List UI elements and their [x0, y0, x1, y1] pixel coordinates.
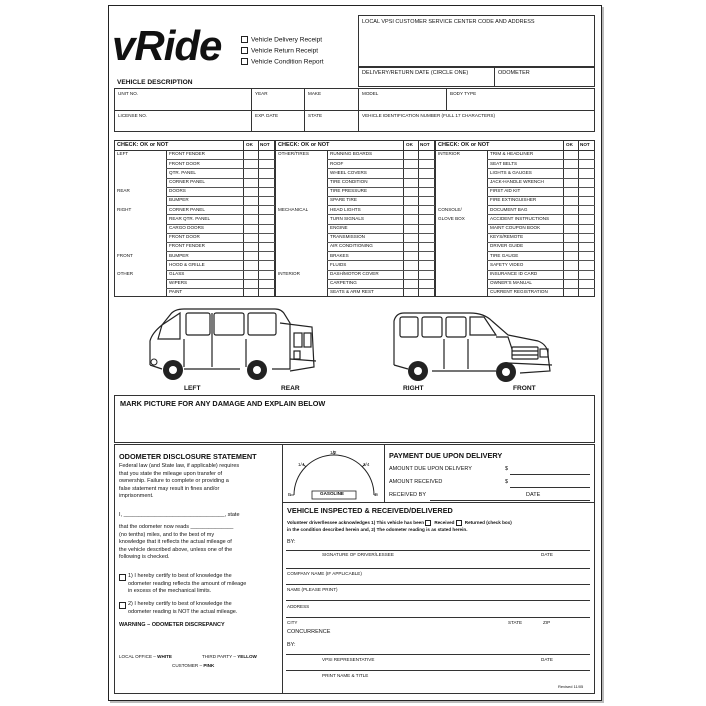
driver-date-label: DATE — [541, 552, 553, 557]
van-left-rear-drawing — [140, 303, 320, 385]
checklist-item: ROOF — [330, 160, 344, 166]
unit-no-field[interactable]: UNIT NO. — [118, 91, 139, 96]
checklist-item: AIR CONDITIONING — [330, 243, 373, 249]
not-cell[interactable] — [578, 288, 595, 297]
ok-cell[interactable] — [563, 251, 578, 260]
text-line: knowledge that it reflects the actual mileage of — [119, 539, 232, 546]
option-label: Vehicle Return Receipt — [251, 47, 319, 55]
checklist-item: FIRST AID KIT — [490, 188, 521, 194]
inspected-title: VEHICLE INSPECTED & RECEIVED/DELIVERED — [287, 506, 453, 515]
ok-cell[interactable] — [563, 270, 578, 279]
odometer-label: ODOMETER — [498, 70, 530, 76]
checklist-item: TIRE CONDITION — [330, 178, 368, 184]
copy-label: CUSTOMER – — [172, 663, 203, 668]
not-cell[interactable] — [418, 224, 435, 233]
text-line: imprisonment. — [119, 493, 154, 500]
checklist-item: FRONT FENDER — [169, 151, 205, 157]
checklist-item: SEAT BELTS — [490, 160, 518, 166]
payment-title: PAYMENT DUE UPON DELIVERY — [389, 451, 503, 460]
ok-cell[interactable] — [563, 178, 578, 187]
not-cell[interactable] — [578, 260, 595, 269]
checklist-item: TRANSMISSION — [330, 234, 365, 240]
not-cell[interactable] — [418, 187, 435, 196]
checklist-group: CONSOLE/ — [438, 206, 462, 212]
ok-cell[interactable] — [403, 288, 418, 297]
received-checkbox[interactable] — [425, 520, 431, 526]
not-cell[interactable] — [578, 270, 595, 279]
not-cell[interactable] — [578, 150, 595, 159]
exp-date-field[interactable]: EXP. DATE — [255, 113, 279, 118]
checklist-item: CORNER PANEL — [169, 206, 205, 212]
by-label-2: BY: — [287, 642, 296, 648]
ok-cell[interactable] — [243, 279, 258, 288]
received-label: Received — [434, 520, 455, 526]
ok-cell[interactable] — [403, 233, 418, 242]
not-cell[interactable] — [418, 251, 435, 260]
checklist-item: DASH/MOTOR COVER — [330, 270, 379, 276]
odometer-name-line[interactable]: I, _________________________________, state — [119, 512, 240, 518]
text-line: false statement may result in fines and/or — [119, 485, 220, 492]
checklist-item: WIPERS — [169, 280, 188, 286]
delivery-date-label: DELIVERY/RETURN DATE (CIRCLE ONE) — [362, 70, 469, 76]
returned-checkbox[interactable] — [456, 520, 462, 526]
not-cell[interactable] — [418, 270, 435, 279]
checklist-item: HOOD & GRILLE — [169, 261, 205, 267]
name-label: NAME (PLEASE PRINT) — [287, 587, 338, 592]
ok-header: OK — [406, 142, 413, 147]
by-label-1: BY: — [287, 539, 296, 545]
not-cell[interactable] — [258, 288, 275, 297]
checklist-item: TIRE GAUGE — [490, 252, 519, 258]
ok-cell[interactable] — [403, 224, 418, 233]
not-cell[interactable] — [258, 242, 275, 251]
ack-line-2: in the condition described herein and, 2) The odometer reading is as stated herein. — [287, 527, 468, 532]
ok-cell[interactable] — [243, 196, 258, 205]
option-label: Vehicle Condition Report — [251, 58, 324, 66]
ok-cell[interactable] — [243, 270, 258, 279]
checklist-item: FLUIDS — [330, 261, 347, 267]
vin-field[interactable]: VEHICLE IDENTIFICATION NUMBER (FULL 17 CHARACTERS) — [362, 113, 495, 118]
ok-cell[interactable] — [563, 168, 578, 177]
not-cell[interactable] — [258, 270, 275, 279]
not-cell[interactable] — [578, 233, 595, 242]
option-condition-report[interactable] — [241, 58, 324, 66]
not-cell[interactable] — [418, 288, 435, 297]
checklist-item: SPARE TIRE — [330, 197, 357, 203]
received-by-line[interactable] — [430, 500, 590, 501]
ok-cell[interactable] — [243, 150, 258, 159]
checklist-group: GLOVE BOX — [438, 215, 465, 221]
not-cell[interactable] — [258, 279, 275, 288]
not-cell[interactable] — [258, 214, 275, 223]
ok-cell[interactable] — [563, 150, 578, 159]
text-line: odometer reading reflects the amount of mileage — [128, 580, 247, 587]
ok-cell[interactable] — [563, 279, 578, 288]
not-cell[interactable] — [418, 242, 435, 251]
text-line: that you state the mileage upon transfer of — [119, 470, 223, 477]
vpsi-rep-label: VPSI REPRESENTATIVE — [322, 657, 375, 662]
view-label-front: FRONT — [513, 385, 536, 392]
copy-color: YELLOW — [237, 654, 257, 659]
odometer-disclosure-title: ODOMETER DISCLOSURE STATEMENT — [119, 452, 257, 461]
checklist-item: FIRE EXTINGUISHER — [490, 197, 537, 203]
option-label: Vehicle Delivery Receipt — [251, 36, 323, 44]
not-cell[interactable] — [578, 242, 595, 251]
state-field[interactable]: STATE — [308, 113, 323, 118]
text-line: (no tenths) miles, and to the best of my — [119, 531, 215, 538]
ok-cell[interactable] — [563, 196, 578, 205]
checklist-item: KEYS/REMOTE — [490, 234, 524, 240]
ok-cell[interactable] — [243, 168, 258, 177]
ok-cell[interactable] — [563, 233, 578, 242]
amount-due-line[interactable] — [510, 474, 590, 475]
copy-color: PINK — [203, 663, 215, 668]
year-field[interactable]: YEAR — [255, 91, 268, 96]
not-cell[interactable] — [258, 168, 275, 177]
copy-label: LOCAL OFFICE – — [119, 654, 156, 659]
ok-cell[interactable] — [403, 150, 418, 159]
checklist-group: OTHER/TIRES — [278, 151, 309, 157]
not-cell[interactable] — [418, 178, 435, 187]
text-line: following is checked. — [119, 554, 170, 561]
ok-cell[interactable] — [403, 178, 418, 187]
amount-received-label: AMOUNT RECEIVED — [389, 479, 443, 485]
received-date-label: DATE — [526, 492, 541, 498]
text-line: in excess of the mechanical limits. — [128, 588, 212, 595]
checklist-item: OWNER'S MANUAL — [490, 280, 532, 286]
cert2-checkbox[interactable] — [119, 602, 126, 609]
checklist-header: CHECK: OK or NOT — [278, 141, 330, 148]
checkbox[interactable] — [241, 36, 248, 43]
checklist-group: RIGHT — [117, 206, 132, 212]
gauge-full: F — [375, 492, 378, 497]
make-field[interactable]: MAKE — [308, 91, 322, 96]
body-type-field[interactable]: BODY TYPE — [450, 91, 477, 96]
checkbox[interactable] — [241, 47, 248, 54]
text-line: Federal law (and State law, if applicable) requires — [119, 463, 240, 469]
not-cell[interactable] — [578, 214, 595, 223]
view-label-right: RIGHT — [403, 385, 424, 392]
not-cell[interactable] — [578, 205, 595, 214]
checklist-item: CARGO DOORS — [169, 224, 204, 230]
text-line: that the odometer now reads ______________ — [119, 524, 234, 530]
odometer-warning: WARNING – ODOMETER DISCREPANCY — [119, 622, 225, 628]
vride-logo: vRide — [112, 22, 222, 69]
text-line: 1) I hereby certify to best of knowledge the — [128, 573, 232, 579]
checklist-group: MECHANICAL — [278, 206, 309, 212]
text-line: odometer reading is NOT the actual mileage. — [128, 608, 238, 615]
checklist-item: FRONT FENDER — [169, 243, 205, 249]
vehicle-description-title: VEHICLE DESCRIPTION — [117, 79, 193, 86]
not-cell[interactable] — [418, 260, 435, 269]
van-right-front-drawing — [388, 305, 560, 387]
check-box-note: (check box) — [486, 520, 512, 526]
amount-due-label: AMOUNT DUE UPON DELIVERY — [389, 466, 472, 472]
checklist-group: INTERIOR — [438, 151, 460, 157]
ok-cell[interactable] — [243, 224, 258, 233]
gauge-three-quarter: 3/4 — [363, 462, 370, 467]
checklist-item: QTR. PANEL — [169, 169, 196, 175]
not-cell[interactable] — [418, 233, 435, 242]
checklist-header: CHECK: OK or NOT — [117, 141, 169, 148]
ok-cell[interactable] — [403, 251, 418, 260]
gauge-quarter: 1/4 — [298, 462, 305, 467]
checklist-item: LIGHTS & GAUGES — [490, 169, 532, 175]
checkbox[interactable] — [241, 58, 248, 65]
ok-cell[interactable] — [243, 260, 258, 269]
checklist-item: BUMPER — [169, 252, 189, 258]
checklist-item: ACCIDENT INSTRUCTIONS — [490, 215, 550, 221]
not-cell[interactable] — [418, 150, 435, 159]
checklist-item: INSURANCE ID CARD — [490, 270, 538, 276]
not-cell[interactable] — [418, 196, 435, 205]
zip-label: ZIP — [543, 620, 551, 625]
ok-cell[interactable] — [563, 214, 578, 223]
not-cell[interactable] — [578, 187, 595, 196]
vpsi-rep-line[interactable] — [286, 654, 590, 655]
text-line: the vehicle described above, unless one of the — [119, 546, 233, 553]
ok-cell[interactable] — [243, 205, 258, 214]
checklist-item: BUMPER — [169, 197, 189, 203]
ok-cell[interactable] — [563, 260, 578, 269]
ok-cell[interactable] — [403, 187, 418, 196]
not-cell[interactable] — [258, 233, 275, 242]
not-cell[interactable] — [578, 279, 595, 288]
checklist-group: LEFT — [117, 151, 129, 157]
received-by-label: RECEIVED BY — [389, 492, 426, 498]
option-return-receipt[interactable] — [241, 47, 318, 55]
checklist-item: SAFETY VIDEO — [490, 261, 524, 267]
checklist-item: CORNER PANEL — [169, 178, 205, 184]
checklist-group: REAR — [117, 188, 130, 194]
not-cell[interactable] — [418, 205, 435, 214]
ok-cell[interactable] — [403, 159, 418, 168]
checklist-item: DOCUMENT BAG — [490, 206, 528, 212]
print-title-label: PRINT NAME & TITLE — [322, 673, 369, 678]
ok-cell[interactable] — [403, 279, 418, 288]
not-cell[interactable] — [578, 196, 595, 205]
checklist-item: DRIVER GUIDE — [490, 243, 524, 249]
view-label-left: LEFT — [184, 385, 201, 392]
checklist-item: JACK-HANDLE WRENCH — [490, 178, 544, 184]
checklist-group: FRONT — [117, 252, 133, 258]
license-no-field[interactable]: LICENSE NO. — [118, 113, 148, 118]
view-label-rear: REAR — [281, 385, 300, 392]
vpsi-date-label: DATE — [541, 657, 553, 662]
returned-label: Returned — [464, 520, 485, 526]
address-line[interactable] — [286, 600, 590, 601]
print-title-line[interactable] — [286, 670, 590, 671]
ok-cell[interactable] — [243, 242, 258, 251]
copy-label: THIRD PARTY – — [202, 654, 236, 659]
ok-cell[interactable] — [403, 214, 418, 223]
ok-cell[interactable] — [563, 159, 578, 168]
cert1-checkbox[interactable] — [119, 574, 126, 581]
checklist-item: MAINT COUPON BOOK — [490, 224, 541, 230]
checklist-item: SEATS & ARM REST — [330, 289, 374, 295]
ok-cell[interactable] — [563, 187, 578, 196]
not-cell[interactable] — [578, 168, 595, 177]
not-cell[interactable] — [258, 150, 275, 159]
checklist-group: INTERIOR — [278, 270, 300, 276]
checklist-item: PAINT — [169, 289, 183, 295]
checklist-item: BRAKES — [330, 252, 349, 258]
ok-cell[interactable] — [403, 196, 418, 205]
ok-cell[interactable] — [403, 242, 418, 251]
ok-cell[interactable] — [563, 242, 578, 251]
not-cell[interactable] — [418, 168, 435, 177]
model-field[interactable]: MODEL — [362, 91, 379, 96]
revised-note: Revised 11/05 — [558, 684, 584, 689]
ok-cell[interactable] — [563, 205, 578, 214]
ok-cell[interactable] — [403, 205, 418, 214]
gauge-half: 1/2 — [330, 450, 337, 455]
not-cell[interactable] — [258, 251, 275, 260]
ok-cell[interactable] — [243, 251, 258, 260]
not-cell[interactable] — [578, 251, 595, 260]
copy-color: WHITE — [157, 654, 172, 659]
gauge-empty: E — [288, 492, 292, 497]
checklist-item: TIRE PRESSURE — [330, 188, 368, 194]
ack-text: Volunteer driver/lessee acknowledges 1) This vehicle has been — [287, 520, 425, 526]
amount-received-currency: $ — [505, 479, 509, 485]
text-line: ownership. Failure to complete or providing a — [119, 478, 229, 485]
ok-header: OK — [246, 142, 253, 147]
company-line[interactable] — [286, 568, 590, 569]
ack-line-1 — [287, 520, 512, 526]
not-cell[interactable] — [258, 178, 275, 187]
checklist-item: REAR QTR. PANEL — [169, 215, 211, 221]
ok-cell[interactable] — [243, 187, 258, 196]
checklist-item: HEAD LIGHTS — [330, 206, 361, 212]
text-line: 2) I hereby certify to best of knowledge the — [128, 601, 232, 607]
ok-cell[interactable] — [563, 288, 578, 297]
not-cell[interactable] — [418, 159, 435, 168]
driver-signature-line[interactable] — [286, 550, 590, 551]
name-line[interactable] — [286, 584, 590, 585]
address-label: ADDRESS — [287, 604, 310, 609]
ok-cell[interactable] — [243, 159, 258, 168]
not-cell[interactable] — [258, 224, 275, 233]
not-cell[interactable] — [258, 187, 275, 196]
checklist-item: DOORS — [169, 188, 186, 194]
driver-signature-label: SIGNATURE OF DRIVER/LESSEE — [322, 552, 394, 557]
ok-cell[interactable] — [563, 224, 578, 233]
concurrence-label: CONCURRENCE — [287, 629, 331, 635]
checklist-item: GLASS — [169, 270, 185, 276]
checklist-item: CURRENT REGISTRATION — [490, 289, 548, 295]
ok-cell[interactable] — [403, 168, 418, 177]
not-cell[interactable] — [258, 196, 275, 205]
not-header: NOT — [260, 142, 270, 147]
ok-cell[interactable] — [243, 233, 258, 242]
city-line[interactable] — [286, 617, 590, 618]
gauge-label: GASOLINE — [320, 491, 344, 496]
state-label: STATE — [508, 620, 523, 625]
company-label: COMPANY NAME (IF APPLICABLE) — [287, 571, 362, 576]
not-cell[interactable] — [418, 279, 435, 288]
not-cell[interactable] — [418, 214, 435, 223]
service-center-label: LOCAL VPSI CUSTOMER SERVICE CENTER CODE AND ADDRESS — [362, 19, 535, 25]
checklist-header: CHECK: OK or NOT — [438, 141, 490, 148]
checklist-item: RUNNING BOARDS — [330, 151, 373, 157]
option-delivery-receipt[interactable] — [241, 36, 322, 44]
not-header: NOT — [580, 142, 590, 147]
checklist-item: TRIM & HEADLINER — [490, 151, 534, 157]
copy-customer — [172, 664, 214, 669]
ok-header: OK — [566, 142, 573, 147]
not-cell[interactable] — [258, 260, 275, 269]
checklist-group: OTHER — [117, 270, 134, 276]
not-cell[interactable] — [258, 159, 275, 168]
ok-cell[interactable] — [403, 270, 418, 279]
copy-local-office — [119, 655, 172, 660]
amount-received-line[interactable] — [510, 487, 590, 488]
not-cell[interactable] — [578, 224, 595, 233]
not-header: NOT — [420, 142, 430, 147]
not-cell[interactable] — [578, 159, 595, 168]
city-label: CITY — [287, 620, 298, 625]
amount-due-currency: $ — [505, 466, 509, 472]
ok-cell[interactable] — [243, 178, 258, 187]
copy-third-party — [202, 655, 257, 660]
checklist-item: ENGINE — [330, 224, 348, 230]
ok-cell[interactable] — [243, 288, 258, 297]
checklist-item: TURN SIGNALS — [330, 215, 364, 221]
not-cell[interactable] — [578, 178, 595, 187]
ok-cell[interactable] — [243, 214, 258, 223]
checklist-item: WHEEL COVERS — [330, 169, 367, 175]
checklist-item: FRONT DOOR — [169, 234, 200, 240]
checklist-item: FRONT DOOR — [169, 160, 200, 166]
checklist-item: CARPETING — [330, 280, 357, 286]
not-cell[interactable] — [258, 205, 275, 214]
ok-cell[interactable] — [403, 260, 418, 269]
damage-title: MARK PICTURE FOR ANY DAMAGE AND EXPLAIN BELOW — [120, 399, 326, 408]
